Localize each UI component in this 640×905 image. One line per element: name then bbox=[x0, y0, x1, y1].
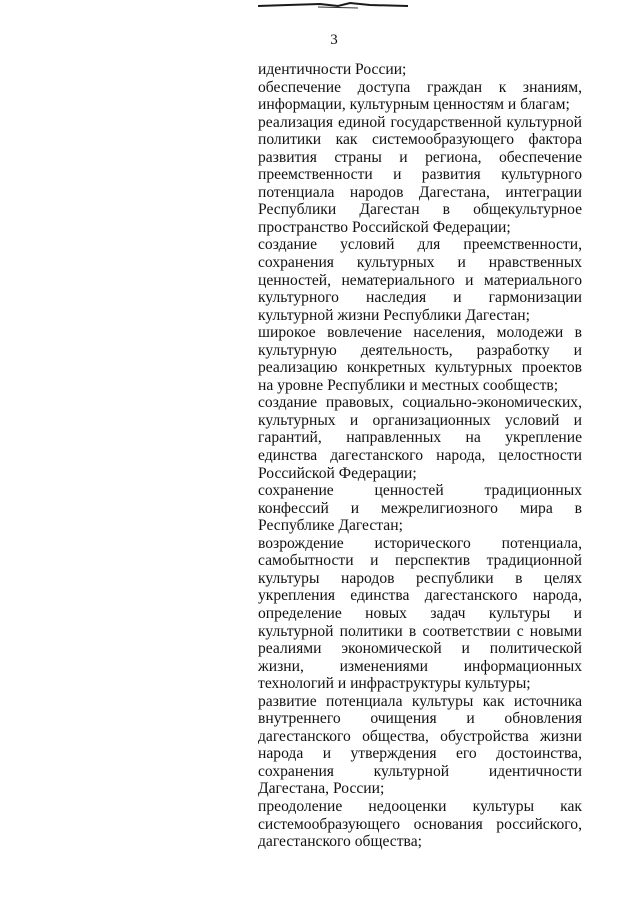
paragraph: обеспечение доступа граждан к знаниям, информации, культурным ценностям и благам; bbox=[258, 78, 582, 114]
paragraph: возрождение исторического потенциала, самобытности и перспектив традиционной культуры народов республики в целях укрепления единства дагестанского народа, определение новых задач культуры и культурной политики в соответствии с новыми реалиями экономической и политической жизни, изменениями информационных технологий и инфраструктуры культуры; bbox=[258, 534, 582, 693]
paragraph: создание условий для преемственности, сохранения культурных и нравственных ценностей, нематериального и материального культурного наследия и гармонизации культурной жизни Республики Дагестан; bbox=[258, 236, 582, 324]
document-body bbox=[258, 61, 582, 851]
paragraph: широкое вовлечение населения, молодежи в культурную деятельность, разработку и реализацию конкретных культурных проектов на уровне Республики и местных сообществ; bbox=[258, 324, 582, 394]
paragraph: преодоление недооценки культуры как системообразующего основания российского, дагестанского общества; bbox=[258, 797, 582, 851]
paragraph: создание правовых, социально-экономических, культурных и организационных условий и гарантий, направленных на укрепление единства дагестанского народа, целостности Российской Федерации; bbox=[258, 394, 582, 482]
scan-artifact-mark bbox=[258, 0, 408, 12]
page-number: 3 bbox=[330, 32, 338, 48]
paragraph: идентичности России; bbox=[258, 61, 407, 78]
paragraph: сохранение ценностей традиционных конфессий и межрелигиозного мира в Республике Дагестан; bbox=[258, 482, 582, 535]
paragraph: реализация единой государственной культурной политики как системообразующего фактора развития страны и региона, обеспечение преемственности и развития культурного потенциала народов Дагестана, интеграции Республики Дагестан в общекультурное пространство Российской Федерации; bbox=[258, 113, 582, 236]
paragraph: развитие потенциала культуры как источника внутреннего очищения и обновления дагестанского общества, обустройства жизни народа и утверждения его достоинства, сохранения культурной идентичности Дагестана, России; bbox=[258, 692, 582, 798]
